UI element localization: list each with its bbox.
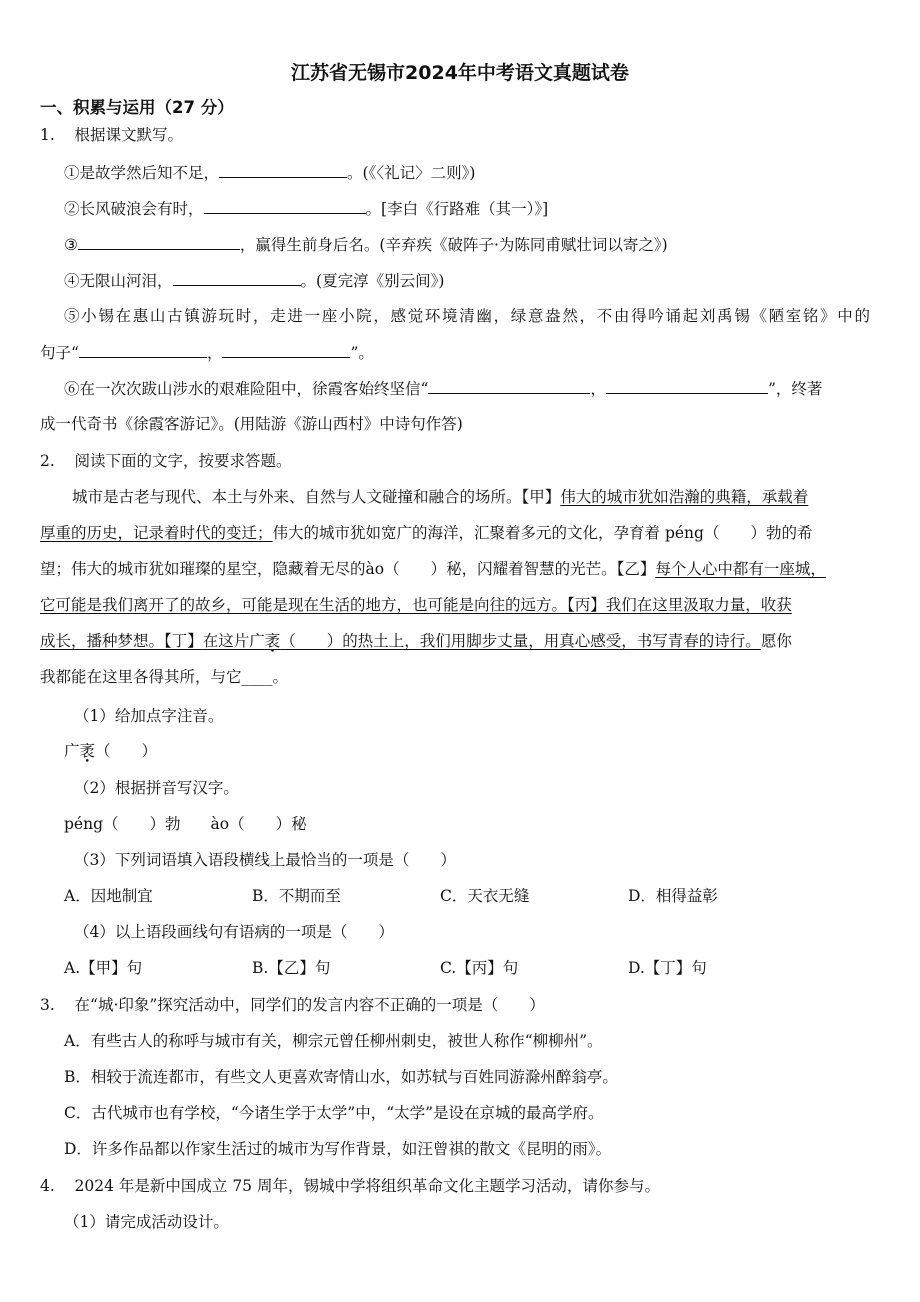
q4-sub1: （1）请完成活动设计。 [64, 1213, 229, 1231]
q3-option-b[interactable]: B．相较于流连都市，有些文人更喜欢寄情山水，如苏轼与百姓同游滁州醉翁亭。 [64, 1068, 618, 1086]
q2-sub4: （4）以上语段画线句有语病的一项是（ ） [74, 923, 394, 941]
q3-option-a[interactable]: A．有些古人的称呼与城市有关，柳宗元曾任柳州刺史，被世人称作“柳柳州”。 [64, 1032, 603, 1050]
q1-text: 根据课文默写。 [74, 126, 184, 144]
q1-item-4 [64, 269, 904, 292]
q2-stem [40, 450, 880, 472]
q4-text: 2024 年是新中国成立 75 周年，锡城中学将组织革命文化主题学习活动，请你参与。 [74, 1177, 660, 1195]
underlined-sentence-jia: 厚重的历史，记录着时代的变迁； [40, 524, 273, 542]
q1-item-2-post: 。[李白《行路难（其一）》] [365, 200, 549, 218]
q1-item-2-pre: ②长风破浪会有时， [64, 200, 204, 218]
answer-blank[interactable] [173, 269, 301, 286]
dotted-character: 袤 [264, 632, 281, 650]
q2-sub4-options [40, 957, 880, 979]
q1-item-4-pre: ④无限山河泪， [64, 272, 173, 290]
q4-number: 4. [40, 1177, 55, 1195]
q1-item-3-pre: ③ [64, 236, 78, 254]
q2-para-line4 [40, 594, 880, 616]
q1-item-5-line1: ⑤小锡在惠山古镇游玩时，走进一座小院，感觉环境清幽，绿意盎然，不由得吟诵起刘禹锡《陋室铭》中的 [64, 307, 870, 325]
answer-blank[interactable] [606, 377, 768, 394]
q1-item-1-post: 。(《〈礼记〉二则》) [347, 164, 476, 182]
section-heading: 一、积累与运用（27 分） [40, 98, 234, 117]
option-d[interactable]: D.【丁】句 [628, 959, 707, 977]
q1-item-5-mid: ， [206, 344, 223, 362]
q3-stem [40, 994, 880, 1016]
underlined-sentence-ding: （ ）的热土上，我们用脚步丈量，用真心感受，书写青春的诗行。 [280, 632, 761, 650]
q3-option-c[interactable]: C．古代城市也有学校，“今诸生学于太学”中，“太学”是设在京城的最高学府。 [64, 1104, 604, 1122]
exam-title: 江苏省无锡市2024年中考语文真题试卷 [291, 62, 629, 84]
answer-blank[interactable] [78, 233, 240, 250]
pinyin-item-peng[interactable]: péng（ ）勃 [64, 815, 181, 833]
q3-number: 3. [40, 996, 55, 1014]
q2-sub1: （1）给加点字注音。 [74, 707, 224, 725]
underlined-sentence-yi: 每个人心中都有一座城， [655, 560, 826, 578]
q2-sub3: （3）下列词语填入语段横线上最恰当的一项是（ ） [74, 851, 456, 869]
q2-para-text: 愿你 [760, 632, 792, 650]
underlined-sentence-ding: 在这片广 [202, 632, 265, 650]
underlined-sentence-bing: 成长，播种梦想。【丁】 [40, 632, 203, 650]
q2-sub2-items [64, 813, 904, 835]
q1-item-3-post: ，赢得生前身后名。(辛弃疾《破阵子·为陈同甫赋壮词以寄之》) [239, 236, 668, 254]
q2-para-line5 [40, 630, 880, 652]
q1-item-5-line2 [40, 341, 880, 364]
q2-sub1-pre: 广 [64, 742, 80, 760]
option-c[interactable]: C.【丙】句 [440, 959, 519, 977]
q1-stem [40, 124, 880, 146]
q2-number: 2. [40, 452, 55, 470]
q1-item-1 [64, 161, 904, 184]
q2-para-text: 城市是古老与现代、本土与外来、自然与人文碰撞和融合的场所。【甲】 [72, 488, 561, 506]
q1-item-3 [64, 233, 904, 256]
answer-blank[interactable] [204, 197, 366, 214]
option-a[interactable]: A.【甲】句 [64, 959, 143, 977]
underlined-sentence-jia: 伟大的城市犹如浩瀚的典籍，承载着 [560, 488, 809, 506]
q1-item-5-pre: 句子“ [40, 344, 79, 362]
q1-item-6-post: ”，终著 [767, 380, 823, 398]
q1-item-6-line1 [64, 377, 904, 400]
q1-item-4-post: 。(夏完淳《别云间》) [300, 272, 445, 290]
pinyin-item-ao[interactable]: ào（ ）秘 [210, 815, 307, 833]
q1-item-2 [64, 197, 904, 220]
q3-option-d[interactable]: D．许多作品都以作家生活过的城市为写作背景，如汪曾祺的散文《昆明的雨》。 [64, 1140, 612, 1158]
option-a[interactable]: A．因地制宜 [64, 887, 153, 905]
q1-number: 1. [40, 126, 55, 144]
answer-blank[interactable] [222, 341, 350, 358]
q2-para-text: 伟大的城市犹如宽广的海洋，汇聚着多元的文化，孕育着 péng（ ）勃的希 [272, 524, 813, 542]
q4-stem [40, 1175, 880, 1197]
option-b[interactable]: B．不期而至 [252, 887, 341, 905]
answer-paren[interactable]: （ ） [95, 742, 158, 760]
q2-para-line6: 我都能在这里各得其所，与它____。 [40, 668, 289, 686]
q2-para-line1 [72, 486, 878, 508]
option-c[interactable]: C．天衣无缝 [440, 887, 530, 905]
q2-para-line2 [40, 522, 880, 544]
q1-item-6-mid: ， [590, 380, 606, 398]
underlined-sentence-yi: 它可能是我们离开了的故乡，可能是现在生活的地方，也可能是向往的远方。 [40, 596, 568, 614]
q2-sub2: （2）根据拼音写汉字。 [74, 779, 239, 797]
q1-item-6-pre: ⑥在一次次跋山涉水的艰难险阻中，徐霞客始终坚信“ [64, 380, 429, 398]
q2-sub1-item [64, 740, 904, 762]
answer-blank[interactable] [428, 377, 590, 394]
option-b[interactable]: B.【乙】句 [252, 959, 331, 977]
underlined-sentence-bing: 【丙】我们在这里汲取力量，收获 [567, 596, 792, 614]
q2-para-line3 [40, 558, 880, 580]
q2-sub3-options [40, 885, 880, 907]
dotted-character: 袤 [79, 742, 96, 760]
option-d[interactable]: D．相得益彰 [628, 887, 718, 905]
answer-blank[interactable] [219, 161, 347, 178]
q1-item-1-pre: ①是故学然后知不足， [64, 164, 220, 182]
q2-text: 阅读下面的文字，按要求答题。 [74, 452, 292, 470]
q3-text: 在“城·印象”探究活动中，同学们的发言内容不正确的一项是（ ） [74, 996, 545, 1014]
q2-para-text: 望；伟大的城市犹如璀璨的星空，隐藏着无尽的ào（ ）秘，闪耀着智慧的光芒。【乙】 [40, 560, 656, 578]
answer-blank[interactable] [79, 341, 207, 358]
q1-item-6-line2: 成一代奇书《徐霞客游记》。(用陆游《游山西村》中诗句作答) [40, 415, 463, 433]
q1-item-5-post: ”。 [350, 344, 374, 362]
